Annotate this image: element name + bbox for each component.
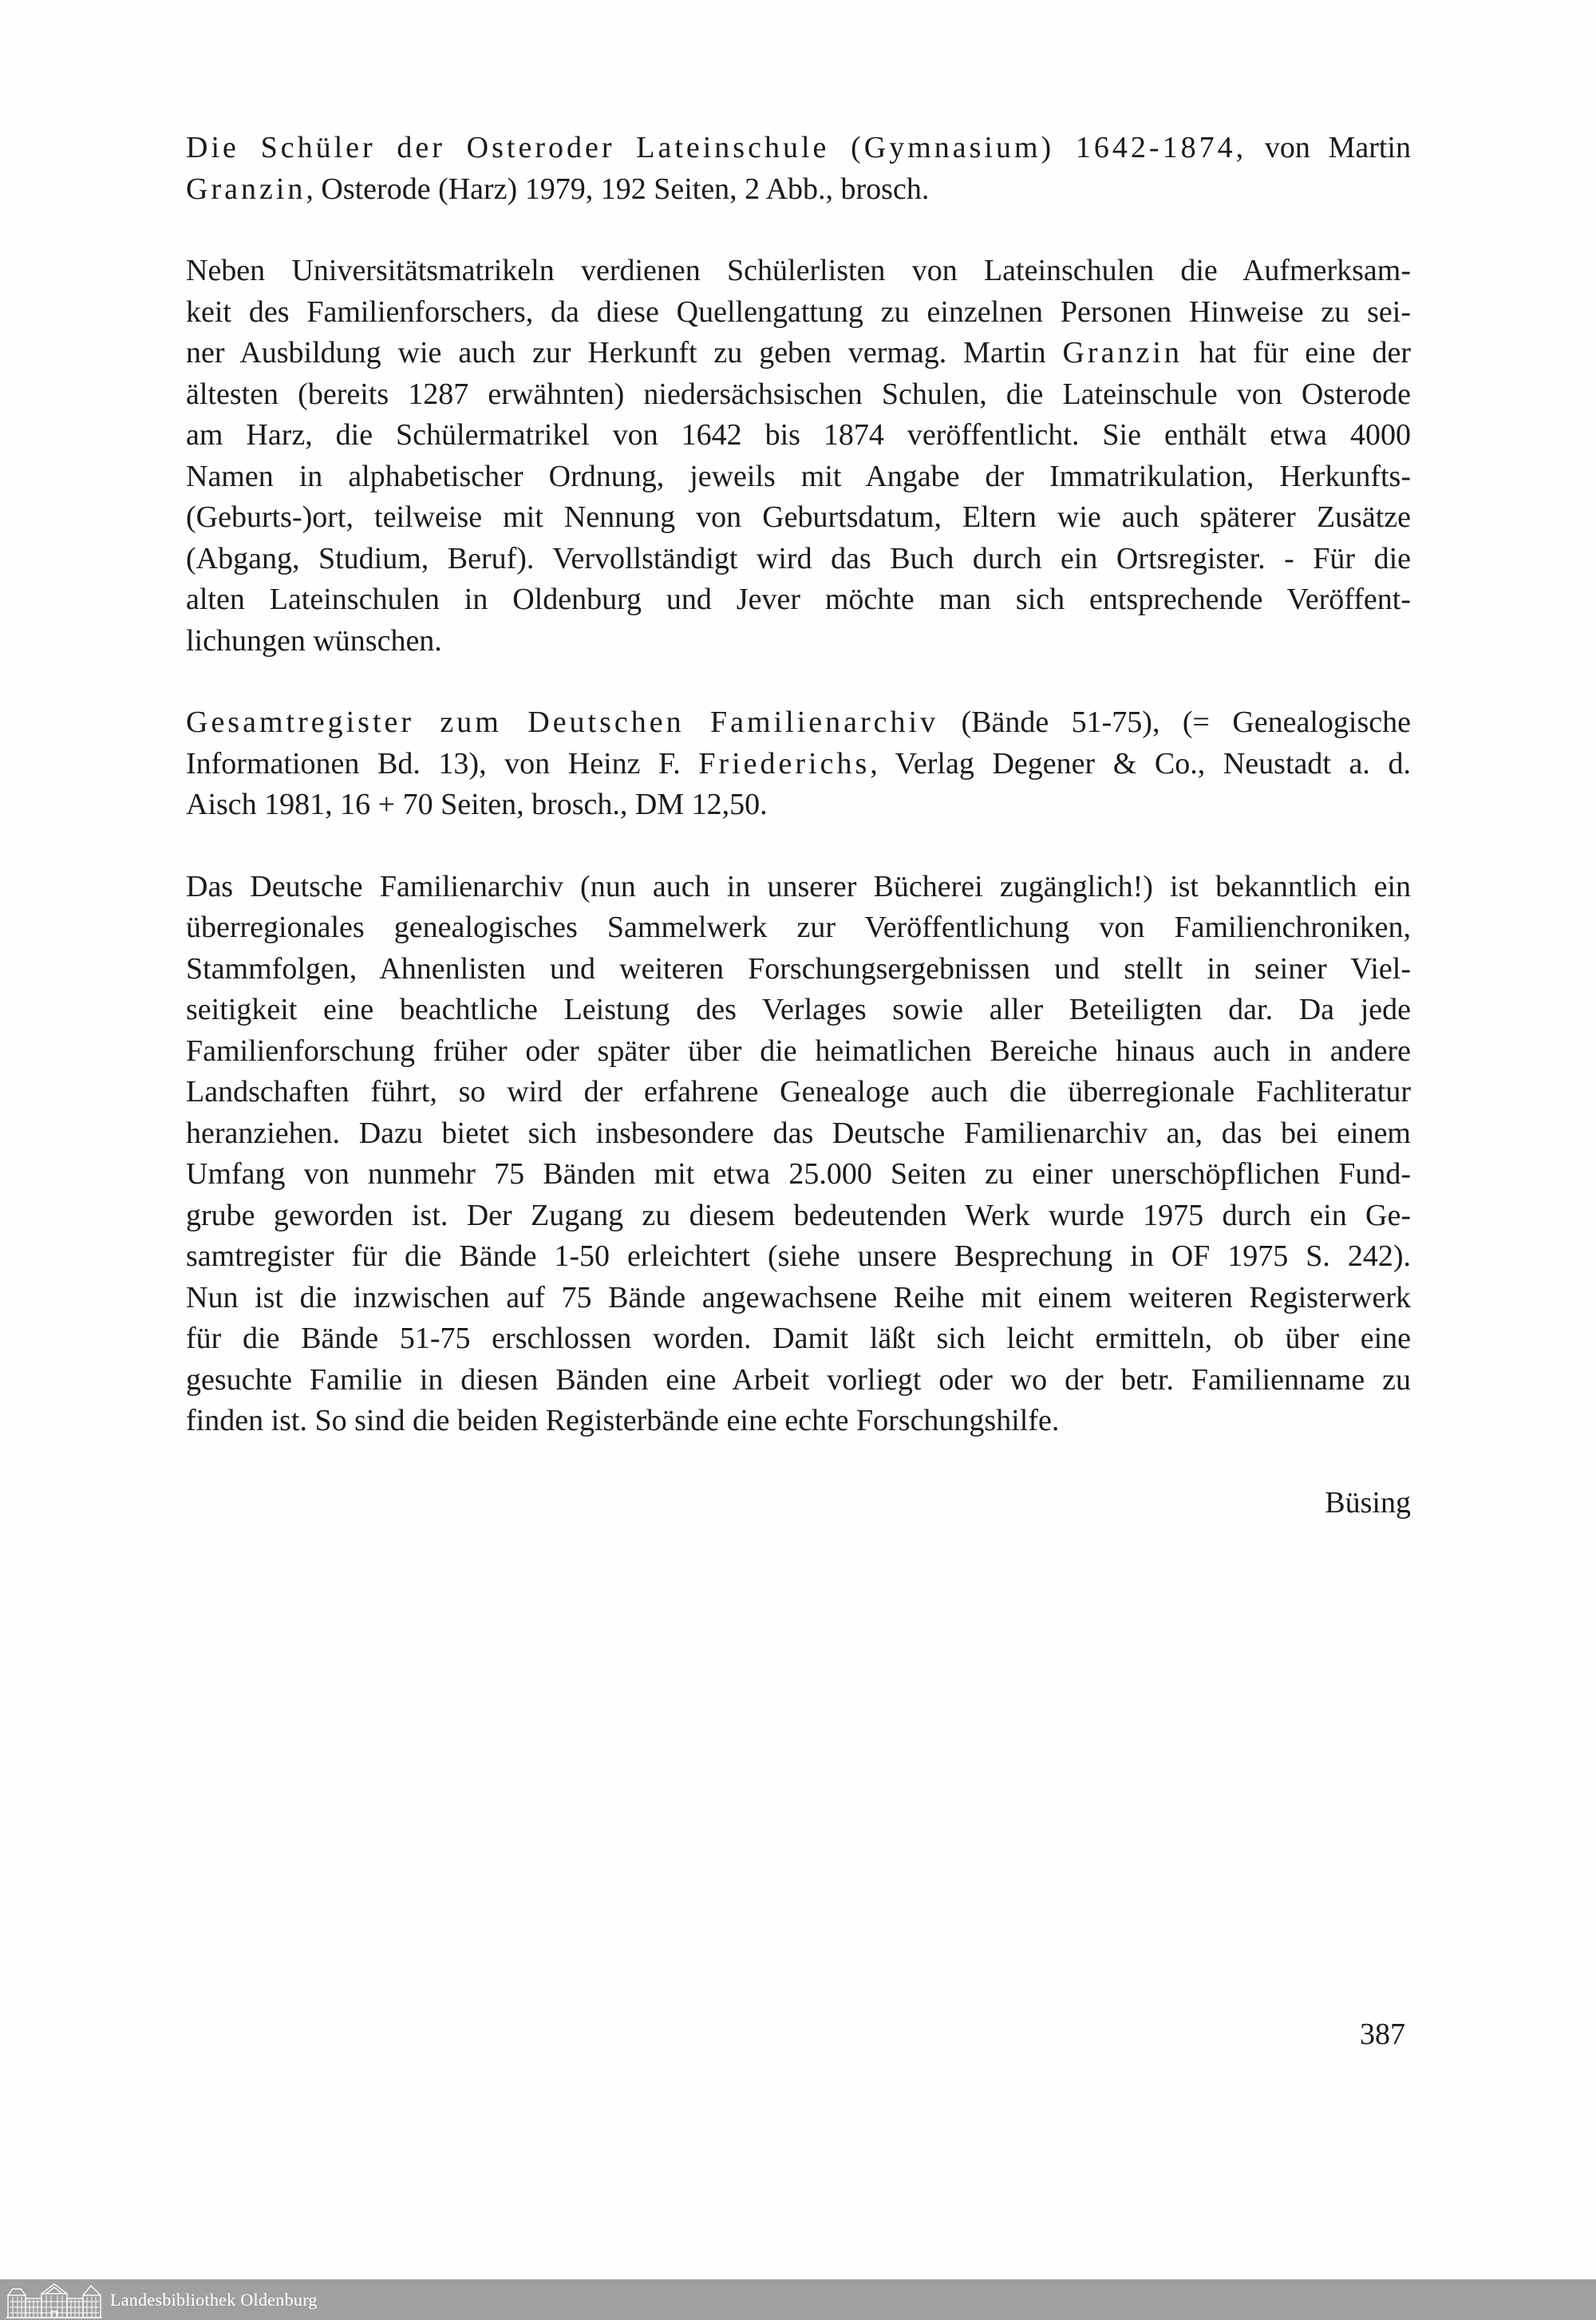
body-line: finden ist. So sind die beiden Registerbände eine echte Forschungshilfe.: [186, 1404, 1060, 1437]
heading-line: [186, 169, 1411, 211]
body-line: (Geburts-)ort, teilweise mit Nennung von Geburtsdatum, Eltern wie auch späterer Zusätze: [186, 500, 1411, 534]
body-line: heranziehen. Dazu bietet sich insbesondere das Deutsche Familienarchiv an, das bei einem: [186, 1116, 1411, 1150]
text-fragment: ner Ausbildung wie auch zur Herkunft zu geben vermag. Martin: [186, 336, 1063, 370]
body-line: alten Lateinschulen in Oldenburg und Jever möchte man sich entsprechende Veröffent-: [186, 583, 1411, 616]
text-fragment: Informationen Bd. 13), von Heinz F.: [186, 746, 699, 781]
heading-line: [186, 702, 1411, 744]
heading-line: [186, 128, 1411, 169]
publisher-info: , Verlag Degener & Co., Neustadt a. d.: [870, 746, 1412, 781]
body-line: Nun ist die inzwischen auf 75 Bände angewachsene Reihe mit einem weiteren Registerwerk: [186, 1280, 1411, 1314]
body-line: Familienforschung früher oder später über die heimatlichen Bereiche hinaus auch in andere: [186, 1034, 1411, 1068]
book-title: Gesamtregister zum Deutschen Familienarchiv: [186, 705, 939, 739]
page-content: [186, 128, 1411, 1483]
body-line: überregionales genealogisches Sammelwerk zur Veröffentlichung von Familienchroniken,: [186, 911, 1411, 944]
body-line: Landschaften führt, so wird der erfahrene Genealoge auch die überregionale Fachliteratur: [186, 1075, 1411, 1109]
body-line: am Harz, die Schülermatrikel von 1642 bis 1874 veröffentlicht. Sie enthält etwa 4000: [186, 418, 1411, 452]
book-title: Die Schüler der Osteroder Lateinschule (Gymnasium) 1642-1874,: [186, 131, 1247, 164]
body-line: grube geworden ist. Der Zugang zu diesem bedeutenden Werk wurde 1975 durch ein Ge-: [186, 1198, 1411, 1232]
body-line: Stammfolgen, Ahnenlisten und weiteren Forschungsergebnissen und stellt in seiner Viel-: [186, 951, 1411, 986]
author-name: Friederichs: [698, 746, 871, 781]
text-fragment: hat für eine der: [1182, 336, 1411, 370]
body-line: seitigkeit eine beachtliche Leistung des Verlages sowie aller Beteiligten dar. Da jede: [186, 993, 1411, 1026]
publication-details: , Osterode (Harz) 1979, 192 Seiten, 2 Abb., brosch.: [306, 172, 930, 206]
author-prefix: von Martin: [1246, 131, 1411, 164]
body-line: für die Bände 51-75 erschlossen worden. Damit läßt sich leicht ermitteln, ob über eine: [186, 1322, 1411, 1355]
body-line: (Abgang, Studium, Beruf). Vervollständigt wird das Buch durch ein Ortsregister. - Für die: [186, 541, 1411, 575]
body-line: Umfang von nunmehr 75 Bänden mit etwa 25.000 Seiten zu einer unerschöpflichen Fund-: [186, 1157, 1411, 1191]
body-line: gesuchte Familie in diesen Bänden eine Arbeit vorliegt oder wo der betr. Familienname zu: [186, 1362, 1411, 1397]
body-line: [186, 333, 1411, 374]
review-2-body: [186, 867, 1411, 1442]
body-line: lichungen wünschen.: [186, 623, 442, 658]
body-line: keit des Familienforschers, da diese Quellengattung zu einzelnen Personen Hinweise zu sei-: [186, 294, 1411, 329]
body-line: Neben Universitätsmatrikeln verdienen Schülerlisten von Lateinschulen die Aufmerksam-: [186, 254, 1411, 287]
body-line: Namen in alphabetischer Ordnung, jeweils mit Angabe der Immatrikulation, Herkunfts-: [186, 459, 1411, 493]
heading-line: Aisch 1981, 16 + 70 Seiten, brosch., DM 12,50.: [186, 788, 768, 821]
series-info: (Bände 51-75), (= Genealogische: [938, 705, 1412, 739]
library-name: Landesbibliothek Oldenburg: [110, 2289, 318, 2310]
body-line: Das Deutsche Familienarchiv (nun auch in unserer Bücherei zugänglich!) ist bekanntlich ein: [186, 869, 1411, 903]
author-name: Granzin: [1062, 336, 1183, 370]
heading-line: [186, 744, 1411, 785]
review-2-heading: [186, 702, 1411, 826]
library-footer-bar: [0, 2279, 1596, 2320]
body-line: samtregister für die Bände 1-50 erleichtert (siehe unsere Besprechung in OF 1975 S. 242).: [186, 1239, 1411, 1273]
author-name: Granzin: [186, 172, 306, 206]
body-line: ältesten (bereits 1287 erwähnten) niedersächsischen Schulen, die Lateinschule von Osterode: [186, 377, 1411, 411]
review-1-body: [186, 251, 1411, 662]
review-1-heading: [186, 128, 1411, 210]
library-building-icon: [5, 2282, 104, 2319]
page-number: 387: [1360, 2018, 1405, 2051]
reviewer-signature: Büsing: [1325, 1486, 1411, 1520]
